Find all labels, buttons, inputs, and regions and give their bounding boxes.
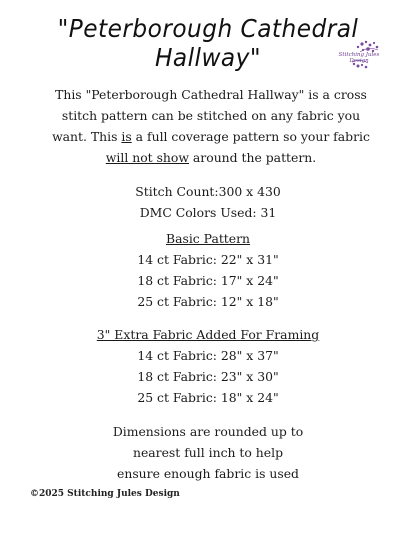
stats-block xyxy=(0,181,416,223)
framing-row: 14 ct Fabric: 28" x 37" xyxy=(137,348,279,363)
intro-paragraph: This "Peterborough Cathedral Hallway" is a cross stitch pattern can be stitched on any fabric you want. This is a full coverage pattern so your fabric will not show around the pattern. xyxy=(52,87,370,165)
stitch-count: Stitch Count:300 x 430 xyxy=(135,184,281,199)
emphasis-will-not-show: will not show xyxy=(105,150,189,165)
basic-pattern-block xyxy=(0,228,416,312)
dmc-colors: DMC Colors Used: 31 xyxy=(139,205,277,220)
copyright-footer: ©2025 Stitching Jules Design xyxy=(30,489,180,499)
rounding-note: Dimensions are rounded up to nearest full inch to help ensure enough fabric is used xyxy=(112,424,304,481)
page-title: "Peterborough Cathedral Hallway" xyxy=(57,14,359,72)
basic-row: 18 ct Fabric: 17" x 24" xyxy=(137,273,279,288)
framing-block xyxy=(0,324,416,408)
basic-row: 14 ct Fabric: 22" x 31" xyxy=(137,252,279,267)
basic-pattern-heading: Basic Pattern xyxy=(165,231,251,246)
framing-row: 25 ct Fabric: 18" x 24" xyxy=(137,390,279,405)
framing-heading: 3" Extra Fabric Added For Framing xyxy=(96,327,320,342)
logo-text: Stitching Jules Design xyxy=(338,52,380,64)
framing-row: 18 ct Fabric: 23" x 30" xyxy=(137,369,279,384)
basic-row: 25 ct Fabric: 12" x 18" xyxy=(137,294,279,309)
emphasis-is: is xyxy=(121,129,132,144)
